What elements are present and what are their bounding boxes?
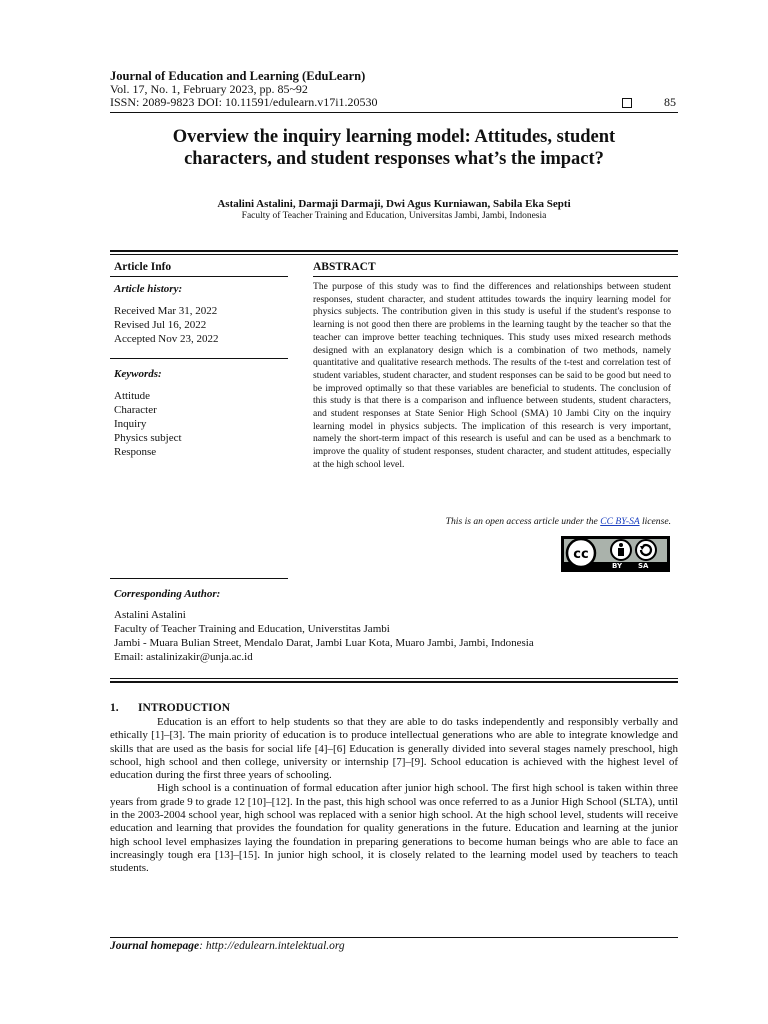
keywords-rule: [110, 578, 288, 579]
keyword-list: [114, 389, 182, 459]
keyword: Character: [114, 404, 157, 416]
title-line-1: Overview the inquiry learning model: Attitudes, student: [172, 127, 616, 147]
abstract-text: The purpose of this study was to find the differences and relationships between student responses, student character, and student attitudes towards the inquiry learning model for physics subjects. The contribution given in this study is useful if the student's response to learning is not good then there are problems in the learning taught by the teacher so that the teacher can improve better teaching techniques. This study uses mixed research methods designed with an explanatory design which is a combination of two methods, namely quantitative and qualitative research methods. The results of the t-test and correlation test of student variables, student character, and student responses can be said to be good but need to be improved optimally so that these variables are beneficial to students. The conclusion of this study is that there is a comparison and influence between students, student characters, and student responses at State Senior High School (SMA) 10 Jambi City on the inquiry learning model in physics subjects. The implication of this research is very important, namely the short-term impact of this research is useful and can be used as a benchmark to improve the quality of student responses, student character, and student attitudes, especially at the high school level.: [313, 281, 671, 470]
svg-text:cc: cc: [573, 547, 589, 562]
intro-number: 1.: [110, 702, 119, 714]
cc-license-badge[interactable]: [561, 536, 670, 572]
homepage-label: Journal homepage: [110, 940, 200, 952]
intro-paragraph: High school is a continuation of formal education after junior high school. The first high school is taken within three years from grade 9 to grade 12 [10]–[12]. In the past, this high school was once referred to as a Junior High School (SLTA), until in the 2003-2004 school year, high school was replaced with a senior high school. At the high school level, students will receive education and learning that provides the foundation for quality generations in the future. Education and learning at the junior high school level emphasizes laying the foundation in preparing generations to become human beings who are able to face an increasingly tough era [13]–[15]. In junior high school, it is closely related to the learning model used by teachers to teach students.: [110, 782, 678, 875]
corresponding-details: [114, 608, 534, 664]
open-access-note: [313, 516, 671, 527]
author-address: Jambi - Muara Bulian Street, Mendalo Darat, Jambi Luar Kota, Muaro Jambi, Jambi, Indonesia: [114, 637, 534, 649]
volume-info: Vol. 17, No. 1, February 2023, pp. 85~92: [110, 82, 308, 96]
intro-heading: INTRODUCTION: [138, 702, 231, 714]
homepage-url[interactable]: http://edulearn.intelektual.org: [205, 940, 345, 952]
article-info-rule: [110, 276, 288, 277]
cc-by-sa-link[interactable]: CC BY-SA: [600, 516, 640, 527]
by-label: BY: [612, 562, 623, 570]
title-line-2: characters, and student responses what’s the impact?: [184, 149, 604, 169]
accepted-date: Accepted Nov 23, 2022: [114, 333, 219, 345]
keyword: Attitude: [114, 390, 151, 402]
author-email[interactable]: Email: astalinizakir@unja.ac.id: [114, 651, 253, 663]
abstract-rule: [313, 276, 678, 277]
square-icon: [622, 98, 632, 108]
history-heading: Article history:: [114, 283, 183, 295]
keyword: Physics subject: [114, 432, 182, 444]
section-rule-bottom: [110, 254, 678, 255]
issn-doi: ISSN: 2089-9823 DOI: 10.11591/edulearn.v17i1.20530: [110, 95, 378, 109]
corresponding-heading: Corresponding Author:: [114, 588, 221, 600]
keywords-heading: Keywords:: [114, 368, 162, 380]
page-number: 85: [664, 95, 676, 109]
keyword: Inquiry: [114, 418, 147, 430]
abstract-heading: ABSTRACT: [313, 261, 376, 273]
author-name: Astalini Astalini: [114, 609, 186, 621]
corresponding-rule-bottom: [110, 681, 678, 683]
footer-rule: [110, 937, 678, 938]
keyword: Response: [114, 446, 157, 458]
revised-date: Revised Jul 16, 2022: [114, 319, 207, 331]
history-rule: [110, 358, 288, 359]
section-rule-top: [110, 250, 678, 252]
affiliation: Faculty of Teacher Training and Education, Universitas Jambi, Jambi, Indonesia: [241, 211, 547, 221]
journal-homepage: Journal homepage: http://edulearn.intelektual.org: [110, 940, 345, 952]
article-info-heading: Article Info: [114, 261, 172, 273]
authors: Astalini Astalini, Darmaji Darmaji, Dwi Agus Kurniawan, Sabila Eka Septi: [217, 198, 571, 210]
header-rule: [110, 112, 678, 113]
oa-prefix: This is an open access article under the: [445, 516, 601, 527]
intro-paragraph: Education is an effort to help students so that they are able to do tasks independently and responsibly verbally and ethically [1]–[3]. The main priority of education is to produce intellectual generations who are able to integrate knowledge and skills that are used as the basis for social life [4]–[6] Education is generally divided into several stages namely preschool, high school, high school and then college, university or internship [7]–[9]. School education is achieved with the highest level of education during the first three years of schooling.: [110, 716, 678, 782]
received-date: Received Mar 31, 2022: [114, 305, 218, 317]
intro-body: [110, 716, 678, 876]
journal-name: Journal of Education and Learning (EduLearn): [110, 69, 366, 83]
paper-title: [110, 126, 678, 170]
sa-label: SA: [638, 562, 649, 570]
oa-suffix: license.: [639, 516, 671, 527]
corresponding-rule-top: [110, 678, 678, 679]
author-faculty: Faculty of Teacher Training and Education, Universtitas Jambi: [114, 623, 390, 635]
